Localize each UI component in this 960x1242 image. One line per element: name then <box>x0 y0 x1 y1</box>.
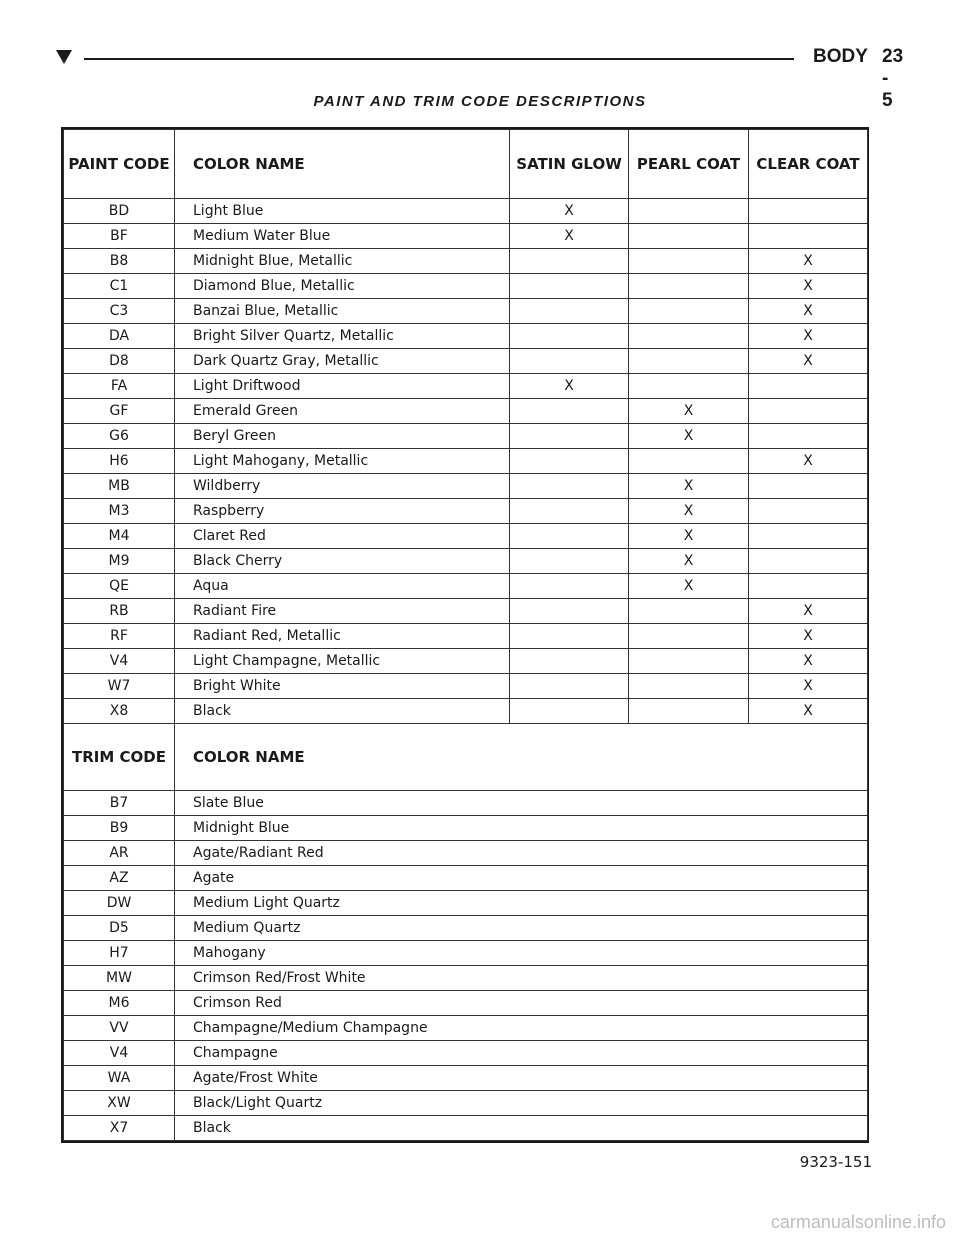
satin-glow-mark <box>510 524 629 549</box>
paint-row <box>64 699 868 724</box>
pearl-coat-mark <box>629 249 749 274</box>
pearl-coat-mark <box>629 699 749 724</box>
paint-code: M3 <box>64 499 175 524</box>
clear-coat-mark <box>749 524 868 549</box>
clear-coat-mark <box>749 574 868 599</box>
pearl-coat-mark: X <box>629 499 749 524</box>
trim-color-name: Black <box>175 1116 868 1141</box>
paint-trim-table <box>61 127 869 1143</box>
clear-coat-mark <box>749 399 868 424</box>
paint-color-name: Raspberry <box>175 499 510 524</box>
trim-code: AR <box>64 841 175 866</box>
trim-row <box>64 991 868 1016</box>
paint-color-name: Aqua <box>175 574 510 599</box>
clear-coat-mark: X <box>749 324 868 349</box>
paint-code: BD <box>64 199 175 224</box>
clear-coat-mark: X <box>749 349 868 374</box>
trim-row <box>64 1041 868 1066</box>
pearl-coat-mark: X <box>629 474 749 499</box>
paint-code: W7 <box>64 674 175 699</box>
trim-header-row <box>64 724 868 791</box>
satin-glow-mark <box>510 699 629 724</box>
clear-coat-mark: X <box>749 649 868 674</box>
paint-color-name: Claret Red <box>175 524 510 549</box>
clear-coat-mark <box>749 549 868 574</box>
paint-code: C3 <box>64 299 175 324</box>
clear-coat-mark: X <box>749 624 868 649</box>
paint-code: QE <box>64 574 175 599</box>
paint-code: MB <box>64 474 175 499</box>
section-title: BODY <box>813 46 868 67</box>
trim-row <box>64 916 868 941</box>
trim-color-name: Agate/Radiant Red <box>175 841 868 866</box>
trim-code-header: TRIM CODE <box>64 724 175 791</box>
trim-color-name-header: COLOR NAME <box>175 724 868 791</box>
trim-code: V4 <box>64 1041 175 1066</box>
pearl-coat-mark <box>629 624 749 649</box>
paint-row <box>64 449 868 474</box>
satin-glow-mark <box>510 399 629 424</box>
paint-code: RF <box>64 624 175 649</box>
trim-table-body <box>64 724 868 1141</box>
paint-color-name: Black <box>175 699 510 724</box>
trim-row <box>64 891 868 916</box>
clear-coat-mark: X <box>749 274 868 299</box>
trim-color-name: Agate <box>175 866 868 891</box>
paint-row <box>64 499 868 524</box>
paint-row <box>64 249 868 274</box>
paint-color-name: Medium Water Blue <box>175 224 510 249</box>
paint-header-row <box>64 130 868 199</box>
paint-color-name: Bright Silver Quartz, Metallic <box>175 324 510 349</box>
trim-row <box>64 1116 868 1141</box>
paint-color-name: Light Blue <box>175 199 510 224</box>
paint-code: RB <box>64 599 175 624</box>
clear-coat-mark <box>749 424 868 449</box>
paint-row <box>64 374 868 399</box>
satin-glow-mark <box>510 274 629 299</box>
trim-color-name: Champagne/Medium Champagne <box>175 1016 868 1041</box>
clear-coat-mark: X <box>749 674 868 699</box>
trim-row <box>64 1066 868 1091</box>
clear-coat-mark <box>749 474 868 499</box>
trim-row <box>64 1091 868 1116</box>
paint-color-name: Bright White <box>175 674 510 699</box>
trim-code: X7 <box>64 1116 175 1141</box>
trim-color-name: Mahogany <box>175 941 868 966</box>
paint-color-name: Diamond Blue, Metallic <box>175 274 510 299</box>
paint-color-name: Black Cherry <box>175 549 510 574</box>
paint-color-name: Radiant Fire <box>175 599 510 624</box>
trim-color-name: Slate Blue <box>175 791 868 816</box>
paint-row <box>64 199 868 224</box>
satin-glow-mark <box>510 324 629 349</box>
pearl-coat-mark <box>629 224 749 249</box>
trim-code: B9 <box>64 816 175 841</box>
pearl-coat-header: PEARL COAT <box>629 130 749 199</box>
paint-row <box>64 649 868 674</box>
clear-coat-mark <box>749 374 868 399</box>
satin-glow-mark <box>510 674 629 699</box>
paint-code: FA <box>64 374 175 399</box>
paint-row <box>64 399 868 424</box>
paint-code: C1 <box>64 274 175 299</box>
trim-color-name: Champagne <box>175 1041 868 1066</box>
satin-glow-mark <box>510 499 629 524</box>
paint-row <box>64 624 868 649</box>
pearl-coat-mark: X <box>629 549 749 574</box>
paint-code: H6 <box>64 449 175 474</box>
satin-glow-mark <box>510 474 629 499</box>
trim-code: AZ <box>64 866 175 891</box>
paint-color-name: Radiant Red, Metallic <box>175 624 510 649</box>
clear-coat-mark <box>749 199 868 224</box>
trim-color-name: Crimson Red/Frost White <box>175 966 868 991</box>
paint-row <box>64 224 868 249</box>
trim-color-name: Crimson Red <box>175 991 868 1016</box>
paint-color-name: Wildberry <box>175 474 510 499</box>
pearl-coat-mark <box>629 274 749 299</box>
satin-glow-mark <box>510 599 629 624</box>
paint-row <box>64 324 868 349</box>
paint-color-name: Midnight Blue, Metallic <box>175 249 510 274</box>
pearl-coat-mark <box>629 324 749 349</box>
paint-row <box>64 549 868 574</box>
trim-color-name: Medium Light Quartz <box>175 891 868 916</box>
satin-glow-mark: X <box>510 199 629 224</box>
watermark: carmanualsonline.info <box>770 1212 946 1232</box>
clear-coat-mark <box>749 499 868 524</box>
paint-code: V4 <box>64 649 175 674</box>
trim-color-name: Black/Light Quartz <box>175 1091 868 1116</box>
satin-glow-header: SATIN GLOW <box>510 130 629 199</box>
paint-code: G6 <box>64 424 175 449</box>
trim-code: VV <box>64 1016 175 1041</box>
paint-table-body <box>64 130 868 724</box>
paint-code: DA <box>64 324 175 349</box>
trim-code: H7 <box>64 941 175 966</box>
trim-row <box>64 841 868 866</box>
trim-row <box>64 941 868 966</box>
paint-row <box>64 574 868 599</box>
paint-row <box>64 674 868 699</box>
paint-code: M9 <box>64 549 175 574</box>
pearl-coat-mark: X <box>629 424 749 449</box>
paint-row <box>64 274 868 299</box>
pearl-coat-mark: X <box>629 524 749 549</box>
header-rule <box>84 58 794 60</box>
satin-glow-mark <box>510 249 629 274</box>
satin-glow-mark <box>510 349 629 374</box>
paint-row <box>64 349 868 374</box>
pearl-coat-mark <box>629 299 749 324</box>
satin-glow-mark: X <box>510 224 629 249</box>
paint-color-name: Beryl Green <box>175 424 510 449</box>
paint-code: BF <box>64 224 175 249</box>
satin-glow-mark <box>510 449 629 474</box>
trim-row <box>64 966 868 991</box>
paint-code: X8 <box>64 699 175 724</box>
trim-code: D5 <box>64 916 175 941</box>
paint-row <box>64 424 868 449</box>
satin-glow-mark <box>510 624 629 649</box>
clear-coat-mark: X <box>749 699 868 724</box>
paint-row <box>64 599 868 624</box>
paint-row <box>64 299 868 324</box>
clear-coat-mark: X <box>749 449 868 474</box>
paint-row <box>64 474 868 499</box>
paint-code: GF <box>64 399 175 424</box>
trim-code: MW <box>64 966 175 991</box>
document-title: PAINT AND TRIM CODE DESCRIPTIONS <box>313 93 647 110</box>
paint-code: B8 <box>64 249 175 274</box>
trim-row <box>64 1016 868 1041</box>
paint-color-name: Banzai Blue, Metallic <box>175 299 510 324</box>
figure-id: 9323-151 <box>799 1153 872 1171</box>
trim-code: XW <box>64 1091 175 1116</box>
trim-color-name: Medium Quartz <box>175 916 868 941</box>
paint-code: D8 <box>64 349 175 374</box>
paint-color-name: Light Mahogany, Metallic <box>175 449 510 474</box>
clear-coat-mark: X <box>749 299 868 324</box>
paint-color-name: Light Champagne, Metallic <box>175 649 510 674</box>
clear-coat-mark: X <box>749 599 868 624</box>
clear-coat-mark <box>749 224 868 249</box>
paint-code-header: PAINT CODE <box>64 130 175 199</box>
trim-code: M6 <box>64 991 175 1016</box>
pearl-coat-mark: X <box>629 399 749 424</box>
pearl-coat-mark: X <box>629 574 749 599</box>
trim-color-name: Agate/Frost White <box>175 1066 868 1091</box>
trim-row <box>64 791 868 816</box>
satin-glow-mark: X <box>510 374 629 399</box>
satin-glow-mark <box>510 549 629 574</box>
page-number: 23 - 5 <box>882 46 904 111</box>
paint-row <box>64 524 868 549</box>
trim-row <box>64 866 868 891</box>
trim-code: B7 <box>64 791 175 816</box>
pearl-coat-mark <box>629 349 749 374</box>
paint-color-name: Emerald Green <box>175 399 510 424</box>
clear-coat-mark: X <box>749 249 868 274</box>
satin-glow-mark <box>510 649 629 674</box>
satin-glow-mark <box>510 574 629 599</box>
pearl-coat-mark <box>629 599 749 624</box>
trim-color-name: Midnight Blue <box>175 816 868 841</box>
trim-code: WA <box>64 1066 175 1091</box>
pearl-coat-mark <box>629 674 749 699</box>
satin-glow-mark <box>510 424 629 449</box>
trim-code: DW <box>64 891 175 916</box>
paint-color-name: Light Driftwood <box>175 374 510 399</box>
pearl-coat-mark <box>629 374 749 399</box>
clear-coat-header: CLEAR COAT <box>749 130 868 199</box>
color-name-header: COLOR NAME <box>175 130 510 199</box>
paint-color-name: Dark Quartz Gray, Metallic <box>175 349 510 374</box>
pearl-coat-mark <box>629 199 749 224</box>
paint-code: M4 <box>64 524 175 549</box>
pearl-coat-mark <box>629 449 749 474</box>
pearl-coat-mark <box>629 649 749 674</box>
trim-row <box>64 816 868 841</box>
triangle-marker-icon <box>56 50 72 64</box>
satin-glow-mark <box>510 299 629 324</box>
